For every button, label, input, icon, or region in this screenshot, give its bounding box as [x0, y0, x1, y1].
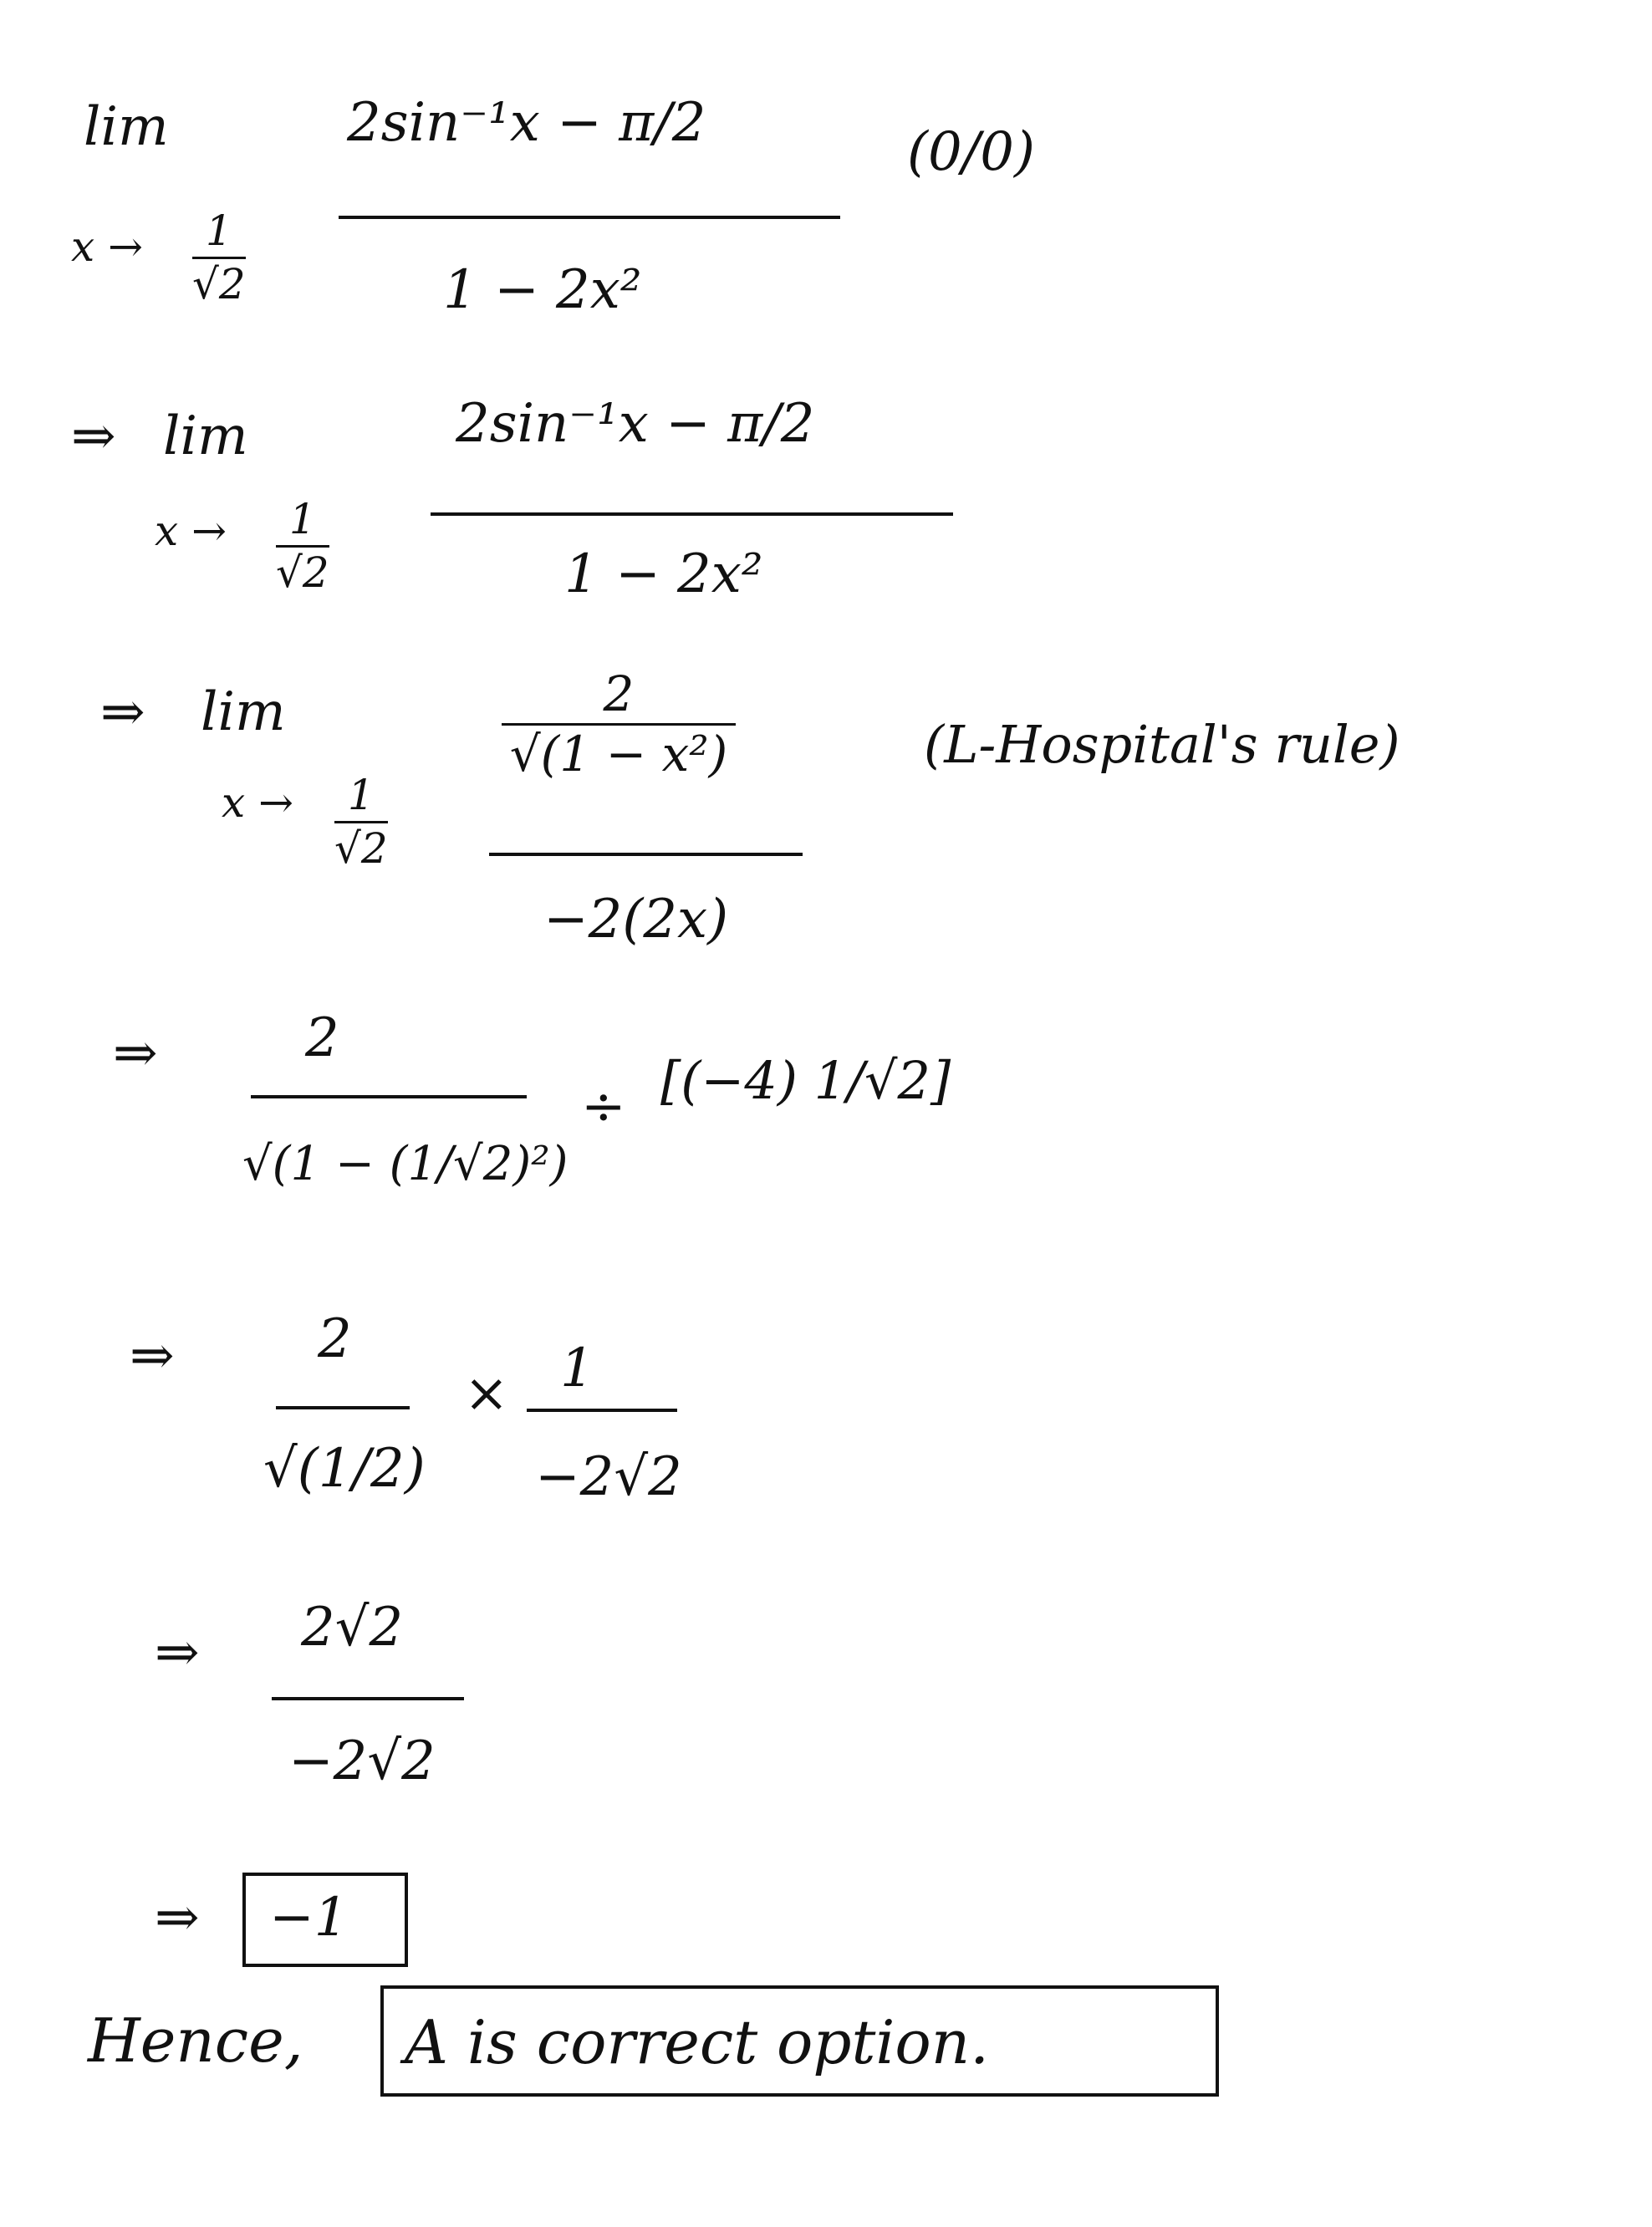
approach-value-1 [192, 206, 246, 308]
divide-sign: ÷ [581, 1076, 626, 1138]
step5-numerator: 2 [318, 1308, 352, 1370]
step1-denominator: 1 − 2x² [443, 259, 642, 321]
indeterminate-form: (0/0) [907, 121, 1035, 183]
lim-label-2: lim [163, 405, 248, 467]
times-sign: × [464, 1363, 509, 1424]
step2-fraction-bar [431, 512, 953, 516]
approach-3: x → [222, 778, 293, 827]
step5-denominator: √(1/2) [263, 1438, 426, 1500]
step5-denominator-2: −2√2 [535, 1446, 682, 1508]
step3-fraction-bar [489, 853, 803, 856]
step6-denominator: −2√2 [288, 1730, 436, 1792]
step3-inner-den: √(1 − x²) [509, 725, 728, 782]
approach-num: 1 [205, 206, 232, 255]
approach-text: x → [71, 222, 143, 271]
lim-label-3: lim [201, 681, 286, 743]
conclusion-box [380, 1985, 1219, 2097]
approach-1 [71, 222, 143, 271]
approach-value-2 [276, 495, 329, 597]
implies-arrow-6: ⇒ [155, 1622, 200, 1684]
step6-fraction-bar [272, 1697, 464, 1700]
approach-den: √2 [276, 548, 329, 597]
step4-bracket: [(−4) 1/√2] [660, 1050, 951, 1111]
implies-arrow-7: ⇒ [155, 1887, 200, 1949]
lim-label-1: lim [84, 96, 169, 158]
result-box [242, 1873, 408, 1967]
lhospital-note: (L-Hospital's rule) [924, 714, 1400, 775]
step2-denominator: 1 − 2x² [564, 543, 763, 605]
step4-fraction-bar [251, 1095, 527, 1098]
conclusion-prefix: Hence, [88, 2005, 303, 2076]
step3-denominator: −2(2x) [543, 889, 729, 950]
approach-num: 1 [347, 771, 375, 819]
implies-arrow-2: ⇒ [71, 405, 116, 467]
approach-num: 1 [288, 495, 316, 543]
step6-numerator: 2√2 [301, 1597, 404, 1659]
approach-den: √2 [334, 823, 388, 873]
step4-numerator: 2 [305, 1007, 339, 1069]
step4-denominator: √(1 − (1/√2)²) [242, 1137, 569, 1191]
approach-value-3 [334, 771, 388, 873]
implies-arrow-3: ⇒ [100, 681, 145, 743]
step3-inner-fraction [502, 665, 736, 782]
step5-fraction-bar [276, 1406, 410, 1409]
implies-arrow-5: ⇒ [130, 1325, 175, 1387]
step3-inner-num: 2 [603, 665, 635, 722]
result-value: −1 [269, 1887, 349, 1949]
approach-den: √2 [192, 259, 246, 308]
conclusion-text: A is correct option. [405, 2007, 990, 2077]
implies-arrow-4: ⇒ [113, 1022, 158, 1084]
step1-fraction-bar [339, 216, 840, 219]
step5-fraction-bar-2 [527, 1409, 677, 1412]
step1-numerator: 2sin⁻¹x − π/2 [347, 92, 706, 154]
step2-numerator: 2sin⁻¹x − π/2 [456, 393, 815, 455]
approach-2: x → [155, 507, 227, 555]
step5-numerator-2: 1 [560, 1338, 594, 1399]
